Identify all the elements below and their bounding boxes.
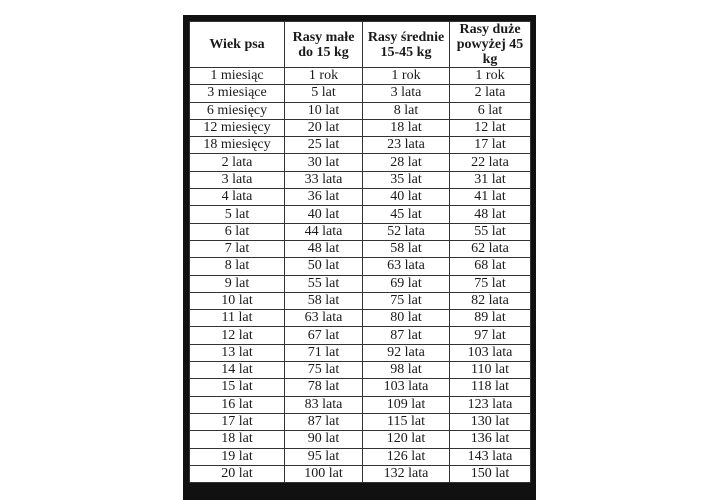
table-row [190, 327, 531, 344]
cell-dog-age: 9 lat [190, 275, 285, 292]
cell-medium-breed: 3 lata [363, 85, 450, 102]
table-row [190, 189, 531, 206]
table-row [190, 310, 531, 327]
cell-small-breed: 1 rok [285, 68, 363, 85]
cell-medium-breed: 92 lata [363, 344, 450, 361]
table-row [190, 206, 531, 223]
cell-large-breed: 75 lat [450, 275, 531, 292]
cell-medium-breed: 45 lat [363, 206, 450, 223]
cell-dog-age: 17 lat [190, 413, 285, 430]
cell-large-breed: 150 lat [450, 465, 531, 482]
cell-dog-age: 18 lat [190, 431, 285, 448]
cell-medium-breed: 63 lata [363, 258, 450, 275]
cell-dog-age: 10 lat [190, 292, 285, 309]
table-row [190, 431, 531, 448]
table-row [190, 85, 531, 102]
cell-medium-breed: 58 lat [363, 240, 450, 257]
header-small-breeds: Rasy małe do 15 kg [285, 22, 363, 68]
cell-medium-breed: 18 lat [363, 119, 450, 136]
cell-large-breed: 123 lata [450, 396, 531, 413]
cell-small-breed: 78 lat [285, 379, 363, 396]
cell-small-breed: 63 lata [285, 310, 363, 327]
cell-small-breed: 55 lat [285, 275, 363, 292]
cell-large-breed: 89 lat [450, 310, 531, 327]
cell-medium-breed: 52 lata [363, 223, 450, 240]
cell-dog-age: 3 miesiące [190, 85, 285, 102]
cell-dog-age: 15 lat [190, 379, 285, 396]
table-row [190, 240, 531, 257]
cell-small-breed: 50 lat [285, 258, 363, 275]
cell-medium-breed: 120 lat [363, 431, 450, 448]
cell-medium-breed: 115 lat [363, 413, 450, 430]
cell-medium-breed: 126 lat [363, 448, 450, 465]
cell-large-breed: 118 lat [450, 379, 531, 396]
table-row [190, 465, 531, 482]
cell-medium-breed: 103 lata [363, 379, 450, 396]
table-row [190, 137, 531, 154]
cell-large-breed: 82 lata [450, 292, 531, 309]
header-row [190, 22, 531, 68]
cell-large-breed: 41 lat [450, 189, 531, 206]
cell-small-breed: 95 lat [285, 448, 363, 465]
table-row [190, 362, 531, 379]
cell-medium-breed: 87 lat [363, 327, 450, 344]
table-row [190, 223, 531, 240]
cell-large-breed: 12 lat [450, 119, 531, 136]
cell-small-breed: 40 lat [285, 206, 363, 223]
cell-small-breed: 58 lat [285, 292, 363, 309]
cell-dog-age: 11 lat [190, 310, 285, 327]
cell-dog-age: 5 lat [190, 206, 285, 223]
header-large-breeds: Rasy duże powyżej 45 kg [450, 22, 531, 68]
cell-dog-age: 13 lat [190, 344, 285, 361]
cell-small-breed: 30 lat [285, 154, 363, 171]
cell-large-breed: 6 lat [450, 102, 531, 119]
cell-small-breed: 33 lata [285, 171, 363, 188]
table-frame [183, 15, 536, 500]
table-row [190, 396, 531, 413]
cell-dog-age: 14 lat [190, 362, 285, 379]
cell-medium-breed: 109 lat [363, 396, 450, 413]
cell-dog-age: 12 miesięcy [190, 119, 285, 136]
cell-dog-age: 6 miesięcy [190, 102, 285, 119]
cell-small-breed: 100 lat [285, 465, 363, 482]
cell-medium-breed: 1 rok [363, 68, 450, 85]
table-row [190, 275, 531, 292]
cell-small-breed: 48 lat [285, 240, 363, 257]
cell-medium-breed: 8 lat [363, 102, 450, 119]
cell-large-breed: 143 lata [450, 448, 531, 465]
cell-large-breed: 1 rok [450, 68, 531, 85]
cell-dog-age: 6 lat [190, 223, 285, 240]
table-row [190, 154, 531, 171]
cell-medium-breed: 35 lat [363, 171, 450, 188]
cell-medium-breed: 80 lat [363, 310, 450, 327]
cell-small-breed: 71 lat [285, 344, 363, 361]
table-row [190, 68, 531, 85]
cell-large-breed: 48 lat [450, 206, 531, 223]
cell-dog-age: 3 lata [190, 171, 285, 188]
cell-medium-breed: 75 lat [363, 292, 450, 309]
cell-small-breed: 36 lat [285, 189, 363, 206]
cell-large-breed: 130 lat [450, 413, 531, 430]
cell-dog-age: 16 lat [190, 396, 285, 413]
table-row [190, 102, 531, 119]
cell-medium-breed: 98 lat [363, 362, 450, 379]
cell-dog-age: 12 lat [190, 327, 285, 344]
cell-medium-breed: 28 lat [363, 154, 450, 171]
cell-small-breed: 90 lat [285, 431, 363, 448]
cell-large-breed: 22 lata [450, 154, 531, 171]
cell-large-breed: 2 lata [450, 85, 531, 102]
cell-large-breed: 31 lat [450, 171, 531, 188]
header-medium-breeds: Rasy średnie 15-45 kg [363, 22, 450, 68]
table-row [190, 292, 531, 309]
cell-small-breed: 67 lat [285, 327, 363, 344]
cell-large-breed: 110 lat [450, 362, 531, 379]
cell-small-breed: 75 lat [285, 362, 363, 379]
cell-small-breed: 83 lata [285, 396, 363, 413]
cell-small-breed: 5 lat [285, 85, 363, 102]
table-row [190, 171, 531, 188]
table-row [190, 379, 531, 396]
table-row [190, 119, 531, 136]
cell-large-breed: 97 lat [450, 327, 531, 344]
cell-medium-breed: 40 lat [363, 189, 450, 206]
cell-large-breed: 68 lat [450, 258, 531, 275]
table-row [190, 413, 531, 430]
cell-dog-age: 20 lat [190, 465, 285, 482]
cell-large-breed: 136 lat [450, 431, 531, 448]
cell-dog-age: 7 lat [190, 240, 285, 257]
cell-dog-age: 19 lat [190, 448, 285, 465]
cell-large-breed: 17 lat [450, 137, 531, 154]
header-dog-age: Wiek psa [190, 22, 285, 68]
cell-medium-breed: 132 lata [363, 465, 450, 482]
cell-dog-age: 1 miesiąc [190, 68, 285, 85]
dog-age-table [189, 21, 531, 483]
cell-dog-age: 4 lata [190, 189, 285, 206]
cell-large-breed: 62 lata [450, 240, 531, 257]
cell-small-breed: 20 lat [285, 119, 363, 136]
cell-large-breed: 55 lat [450, 223, 531, 240]
table-body [190, 68, 531, 483]
cell-medium-breed: 69 lat [363, 275, 450, 292]
table-row [190, 258, 531, 275]
table-row [190, 448, 531, 465]
cell-dog-age: 8 lat [190, 258, 285, 275]
cell-dog-age: 18 miesięcy [190, 137, 285, 154]
cell-small-breed: 10 lat [285, 102, 363, 119]
cell-large-breed: 103 lata [450, 344, 531, 361]
cell-dog-age: 2 lata [190, 154, 285, 171]
cell-small-breed: 25 lat [285, 137, 363, 154]
cell-medium-breed: 23 lata [363, 137, 450, 154]
table-row [190, 344, 531, 361]
cell-small-breed: 87 lat [285, 413, 363, 430]
cell-small-breed: 44 lata [285, 223, 363, 240]
